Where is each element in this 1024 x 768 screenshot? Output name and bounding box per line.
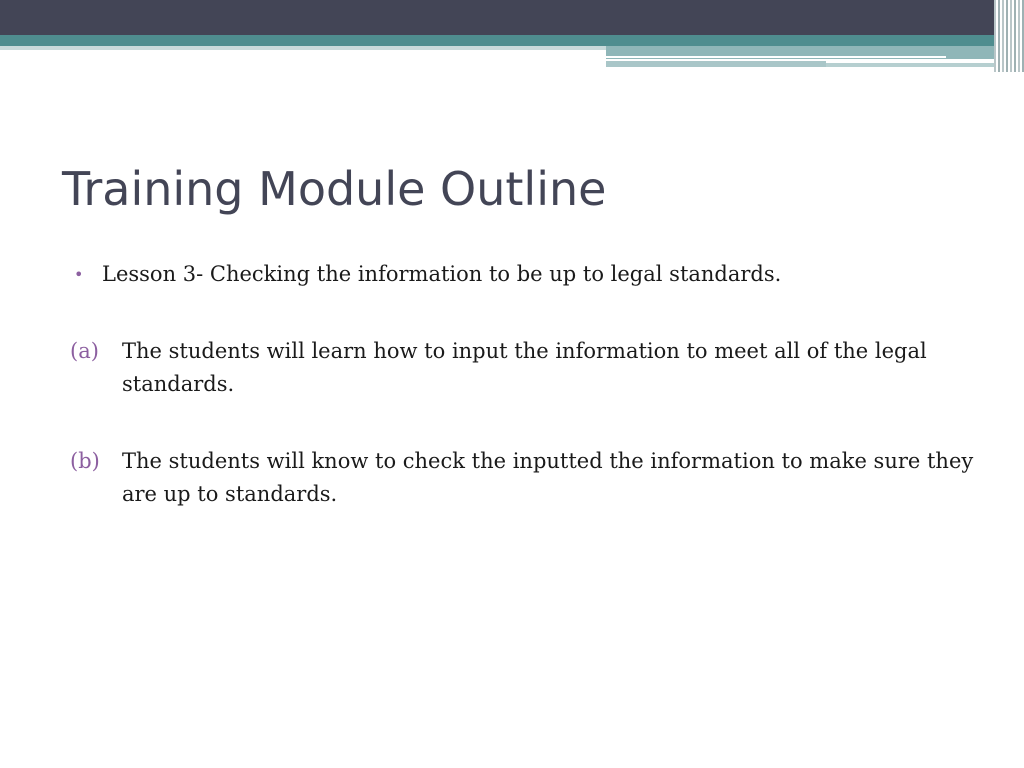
slide-title: Training Module Outline [62,162,607,216]
bullet-text: Lesson 3- Checking the information to be up to legal standards. [102,262,782,286]
list-text-a: The students will learn how to input the information to meet all of the legal standards. [122,339,927,396]
header-light-stripe [0,46,606,50]
header-teal-band [0,35,1024,46]
list-marker-a: (a) [70,339,99,363]
bullet-marker: • [74,265,84,284]
list-text-b: The students will know to check the inputted the information to make sure they are up to standards. [122,449,974,506]
list-item-b [70,445,974,511]
list-item-a [70,335,974,401]
slide-body [70,258,974,555]
bullet-item [74,258,974,291]
header-light-stripe [606,61,826,67]
header-dark-band [0,0,1024,35]
header-white-line [606,56,946,58]
header-light-stripe [826,63,1006,67]
list-marker-b: (b) [70,449,100,473]
header-vertical-stripes [994,0,1024,72]
